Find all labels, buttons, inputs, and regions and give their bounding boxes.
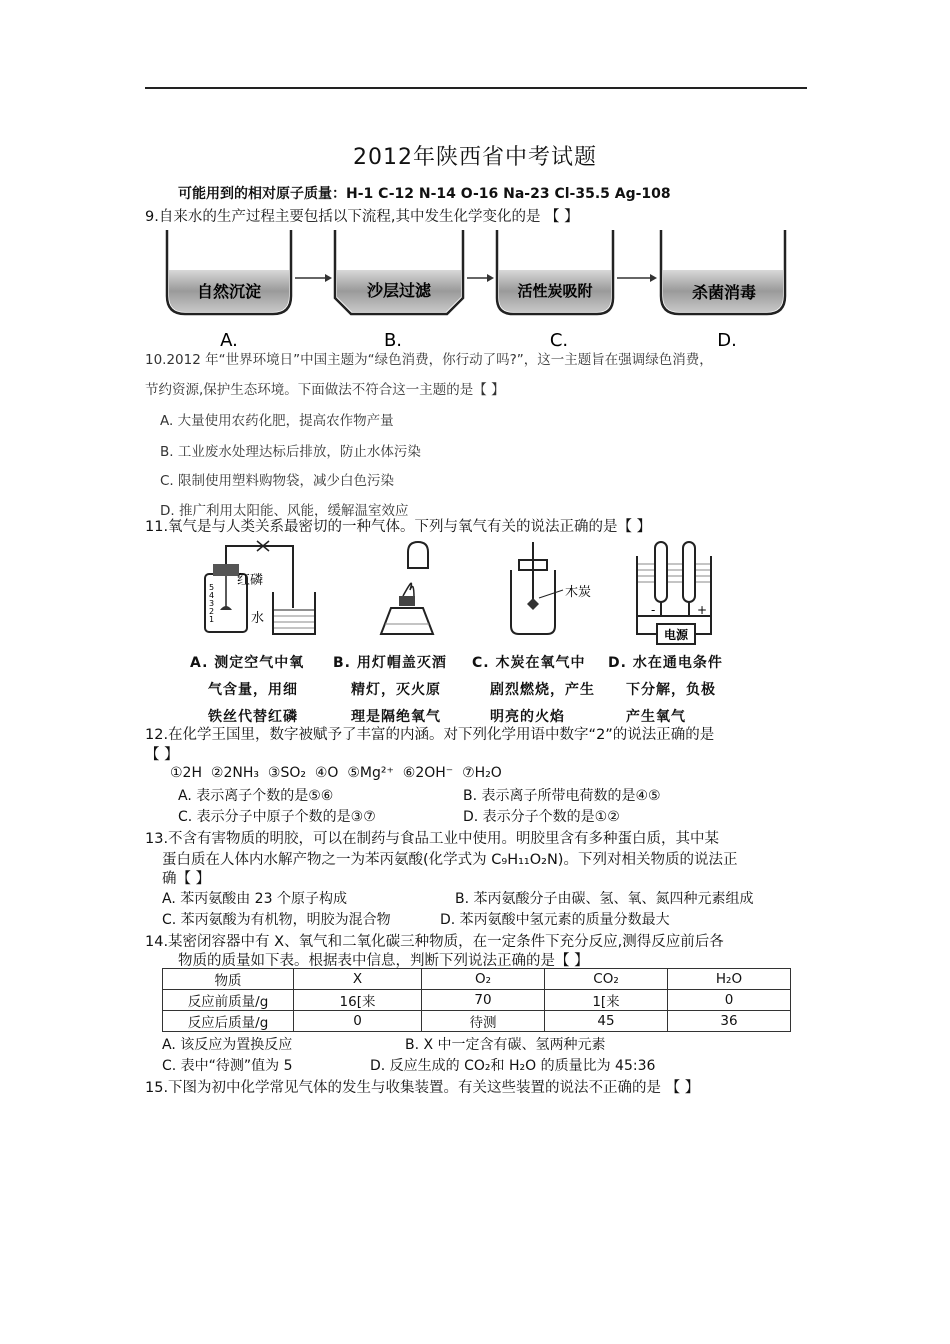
table-row: 反应后质量/g 0 待测 45 36 <box>163 1011 791 1032</box>
q14-option-b: B. X 中一定含有碳、氢两种元素 <box>405 1037 606 1053</box>
q12-option-b: B. 表示离子所带电荷数的是④⑤ <box>463 788 661 804</box>
step-label-c: 活性炭吸附 <box>517 282 593 300</box>
q15-stem: 15.下图为初中化学常见气体的发生与收集装置。有关这些装置的说法不正确的是 【 】 <box>145 1080 700 1096</box>
q12-stem: 12.在化学王国里，数字被赋予了丰富的内涵。对下列化学用语中数字“2”的说法正确的是 <box>145 727 715 743</box>
svg-text:+: + <box>697 603 708 617</box>
scale-4: 4 <box>209 591 215 600</box>
q11-option-a: A. 测定空气中氧 气含量，用细 铁丝代替红磷 <box>190 655 305 725</box>
q10-stem-line1: 10.2012 年“世界环境日”中国主题为“绿色消费，你行动了吗?”，这一主题旨在强调绿色消费， <box>145 352 713 368</box>
q11-option-d: D. 水在通电条件 下分解，负极 产生氧气 <box>608 655 723 725</box>
label-water: 水 <box>251 611 265 626</box>
atomic-masses: 可能用到的相对原子质量：H-1 C-12 N-14 O-16 Na-23 Cl-35.5 Ag-108 <box>178 186 671 202</box>
letter-d: D. <box>717 330 737 351</box>
label-charcoal: 木炭 <box>565 585 592 600</box>
q11-stem: 11.氧气是与人类关系最密切的一种气体。下列与氧气有关的说法正确的是【 】 <box>145 519 652 535</box>
arrow-3 <box>617 274 657 282</box>
page-title: 2012年陕西省中考试题 <box>353 145 597 170</box>
q10-option-a: A. 大量使用农药化肥，提高农作物产量 <box>160 413 394 429</box>
q12-option-d: D. 表示分子个数的是①② <box>463 809 620 825</box>
step-label-b: 沙层过滤 <box>366 281 432 300</box>
q11-apparatus-figure <box>185 538 745 646</box>
apparatus-a <box>205 541 315 634</box>
q14-line1: 14.某密闭容器中有 X、氧气和二氧化碳三种物质，在一定条件下充分反应,测得反应前后各 <box>145 934 724 950</box>
arrow-1 <box>295 274 332 282</box>
q12-option-a: A. 表示离子个数的是⑤⑥ <box>178 788 334 804</box>
step-label-a: 自然沉淀 <box>196 282 262 301</box>
q13-option-d: D. 苯丙氨酸中氢元素的质量分数最大 <box>440 912 670 928</box>
scale-3: 3 <box>209 599 215 608</box>
arrow-2 <box>467 274 494 282</box>
tank-a <box>167 230 291 314</box>
label-red-phosphorus: 红磷 <box>237 573 264 588</box>
tank-b <box>335 230 463 314</box>
q14-option-c: C. 表中“待测”值为 5 <box>162 1058 293 1074</box>
label-power-supply: 电源 <box>663 628 689 642</box>
apparatus-b <box>381 542 433 634</box>
q14-line2: 物质的质量如下表。根据表中信息，判断下列说法正确的是【 】 <box>178 953 589 969</box>
letter-b: B. <box>383 330 403 351</box>
q10-option-d: D. 推广利用太阳能、风能，缓解温室效应 <box>160 503 409 519</box>
table-header-row: 物质 X O₂ CO₂ H₂O <box>163 969 791 990</box>
q14-mass-table <box>162 968 791 1032</box>
q13-line1: 13.不含有害物质的明胶，可以在制药与食品工业中使用。明胶里含有多种蛋白质，其中某 <box>145 831 720 847</box>
q12-bracket: 【 】 <box>145 747 179 763</box>
q14-option-d: D. 反应生成的 CO₂和 H₂O 的质量比为 45:36 <box>370 1058 656 1074</box>
q12-items: ①2H ②2NH₃ ③SO₂ ④O ⑤Mg²⁺ ⑥2OH⁻ ⑦H₂O <box>170 765 502 781</box>
letter-c: C. <box>549 330 569 351</box>
tank-c <box>497 230 613 314</box>
q9-stem: 9.自来水的生产过程主要包括以下流程,其中发生化学变化的是 【 】 <box>145 209 579 225</box>
header-rule <box>145 87 807 89</box>
letter-a: A. <box>220 330 238 351</box>
q13-option-c: C. 苯丙氨酸为有机物，明胶为混合物 <box>162 912 391 928</box>
table-row: 反应前质量/g 16[来 70 1[来 0 <box>163 990 791 1011</box>
q13-option-a: A. 苯丙氨酸由 23 个原子构成 <box>162 891 347 907</box>
q10-option-c: C. 限制使用塑料购物袋，减少白色污染 <box>160 473 395 489</box>
tank-d <box>661 230 785 314</box>
apparatus-d <box>637 542 711 644</box>
step-label-d: 杀菌消毒 <box>691 283 757 302</box>
q13-line2: 蛋白质在人体内水解产物之一为苯丙氨酸(化学式为 C₉H₁₁O₂N)。下列对相关物质的说法正 <box>162 852 738 868</box>
scale-1: 1 <box>209 615 215 624</box>
q14-option-a: A. 该反应为置换反应 <box>162 1037 293 1053</box>
q13-line3: 确【 】 <box>162 871 211 887</box>
svg-text:-: - <box>651 603 656 617</box>
q11-option-c: C. 木炭在氧气中 剧烈燃烧，产生 明亮的火焰 <box>472 655 595 725</box>
q10-option-b: B. 工业废水处理达标后排放，防止水体污染 <box>160 444 421 460</box>
q9-flow-diagram <box>160 226 795 354</box>
q12-option-c: C. 表示分子中原子个数的是③⑦ <box>178 809 376 825</box>
scale-2: 2 <box>209 607 215 616</box>
scale-5: 5 <box>209 583 215 592</box>
apparatus-c <box>511 542 591 634</box>
q13-option-b: B. 苯丙氨酸分子由碳、氢、氧、氮四种元素组成 <box>455 891 754 907</box>
q10-stem-line2: 节约资源,保护生态环境。下面做法不符合这一主题的是【 】 <box>145 382 505 398</box>
q11-option-b: B. 用灯帽盖灭酒 精灯，灭火原 理是隔绝氧气 <box>333 655 447 725</box>
